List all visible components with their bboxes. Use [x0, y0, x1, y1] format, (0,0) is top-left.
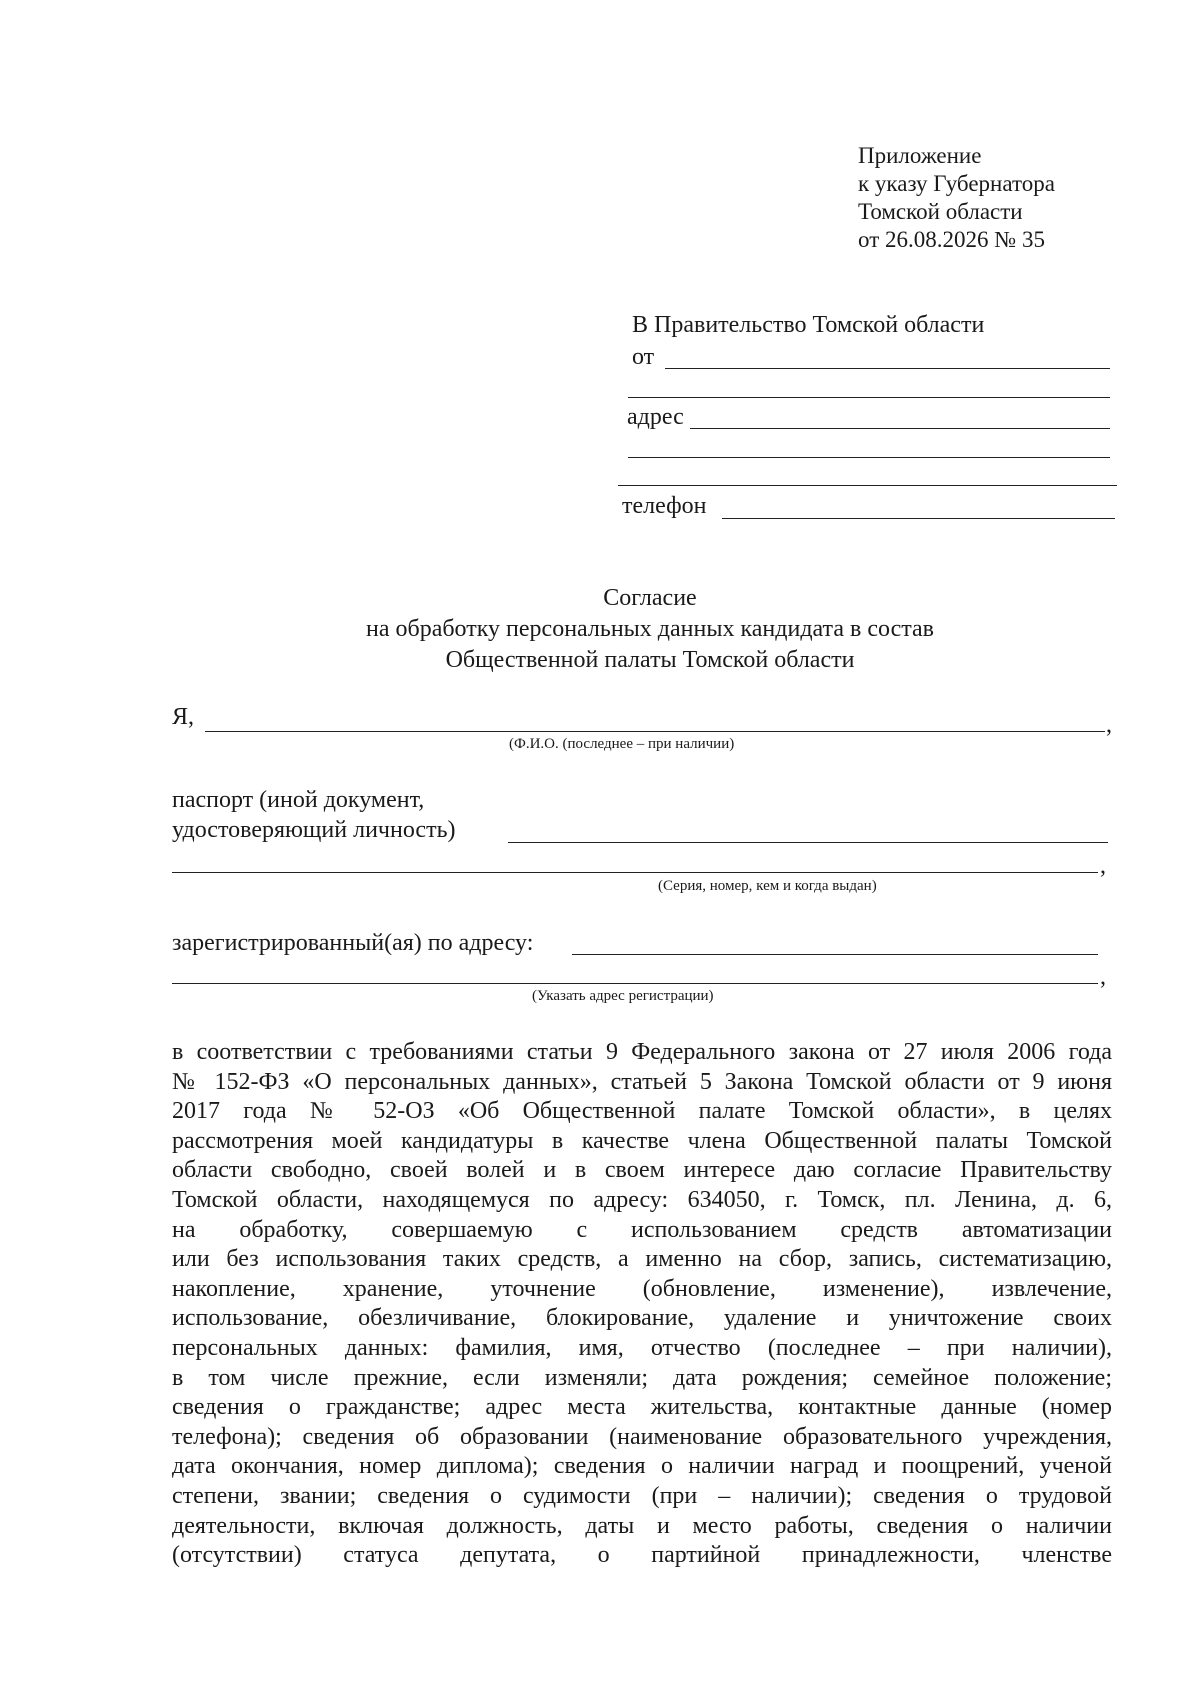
- passport-label: паспорт (иной документ,: [172, 787, 425, 813]
- body-line: использование, обезличивание, блокирование, удаление и уничтожение своих: [172, 1305, 1112, 1332]
- address-line[interactable]: [690, 428, 1110, 429]
- registered-line[interactable]: [572, 954, 1098, 955]
- body-line: персональных данных: фамилия, имя, отчество (последнее – при наличии),: [172, 1334, 1112, 1361]
- fio-caption: (Ф.И.О. (последнее – при наличии): [509, 736, 735, 752]
- phone-line[interactable]: [722, 518, 1115, 519]
- appendix-line: от 26.08.2026 № 35: [858, 227, 1045, 252]
- registered-line-2[interactable]: [172, 983, 1098, 984]
- appendix-line: к указу Губернатора: [858, 171, 1055, 196]
- fio-comma: ,: [1106, 712, 1112, 738]
- addressee-to: В Правительство Томской области: [632, 312, 985, 338]
- title-line: Согласие: [603, 585, 697, 611]
- title-line: Общественной палаты Томской области: [445, 647, 855, 673]
- body-line: области свободно, своей волей и в своем интересе даю согласие Правительству: [172, 1157, 1112, 1184]
- body-line: (отсутствии) статуса депутата, о партийной принадлежности, членстве: [172, 1542, 1112, 1569]
- body-line: деятельности, включая должность, даты и место работы, сведения о наличии: [172, 1512, 1112, 1539]
- body-line: накопление, хранение, уточнение (обновление, изменение), извлечение,: [172, 1275, 1112, 1302]
- body-line: сведения о гражданстве; адрес места жительства, контактные данные (номер: [172, 1394, 1112, 1421]
- consent-body: [172, 1038, 1112, 1571]
- appendix-line: Томской области: [858, 199, 1023, 224]
- passport-caption: (Серия, номер, кем и когда выдан): [658, 878, 877, 894]
- document-title: [250, 583, 1050, 676]
- passport-comma: ,: [1100, 853, 1106, 879]
- address-line-3[interactable]: [618, 485, 1117, 486]
- body-line: на обработку, совершаемую с использованием средств автоматизации: [172, 1216, 1112, 1243]
- appendix-line: Приложение: [858, 143, 982, 168]
- body-line: в том числе прежние, если изменяли; дата рождения; семейное положение;: [172, 1364, 1112, 1391]
- from-line[interactable]: [665, 368, 1110, 369]
- body-line: телефона); сведения об образовании (наименование образовательного учреждения,: [172, 1423, 1112, 1450]
- body-line: дата окончания, номер диплома); сведения о наличии наград и поощрений, ученой: [172, 1453, 1112, 1480]
- body-line: в соответствии с требованиями статьи 9 Федерального закона от 27 июля 2006 года: [172, 1039, 1112, 1065]
- passport-label: удостоверяющий личность): [172, 817, 456, 843]
- from-label: от: [632, 344, 655, 370]
- registered-comma: ,: [1100, 964, 1106, 990]
- address-line-2[interactable]: [628, 457, 1110, 458]
- passport-line[interactable]: [508, 842, 1108, 843]
- from-line-2[interactable]: [628, 397, 1110, 398]
- body-line: Томской области, находящемуся по адресу: 634050, г. Томск, пл. Ленина, д. 6,: [172, 1186, 1112, 1213]
- appendix-block: [858, 142, 1055, 254]
- address-caption: (Указать адрес регистрации): [532, 988, 714, 1004]
- registered-label: зарегистрированный(ая) по адресу:: [172, 930, 534, 956]
- address-label: адрес: [627, 404, 684, 430]
- i-label: Я,: [172, 704, 195, 730]
- body-line: или без использования таких средств, а именно на сбор, запись, систематизацию,: [172, 1246, 1112, 1273]
- body-line: рассмотрения моей кандидатуры в качестве члена Общественной палаты Томской: [172, 1127, 1112, 1154]
- phone-label: телефон: [622, 493, 707, 519]
- body-line: 2017 года № 52-ОЗ «Об Общественной палате Томской области», в целях: [172, 1098, 1112, 1125]
- passport-line-2[interactable]: [172, 872, 1098, 873]
- body-line: № 152-ФЗ «О персональных данных», статьей 5 Закона Томской области от 9 июня: [172, 1068, 1112, 1095]
- fio-line[interactable]: [205, 731, 1105, 732]
- title-line: на обработку персональных данных кандидата в состав: [365, 616, 934, 642]
- body-line: степени, звании; сведения о судимости (при – наличии); сведения о трудовой: [172, 1482, 1112, 1509]
